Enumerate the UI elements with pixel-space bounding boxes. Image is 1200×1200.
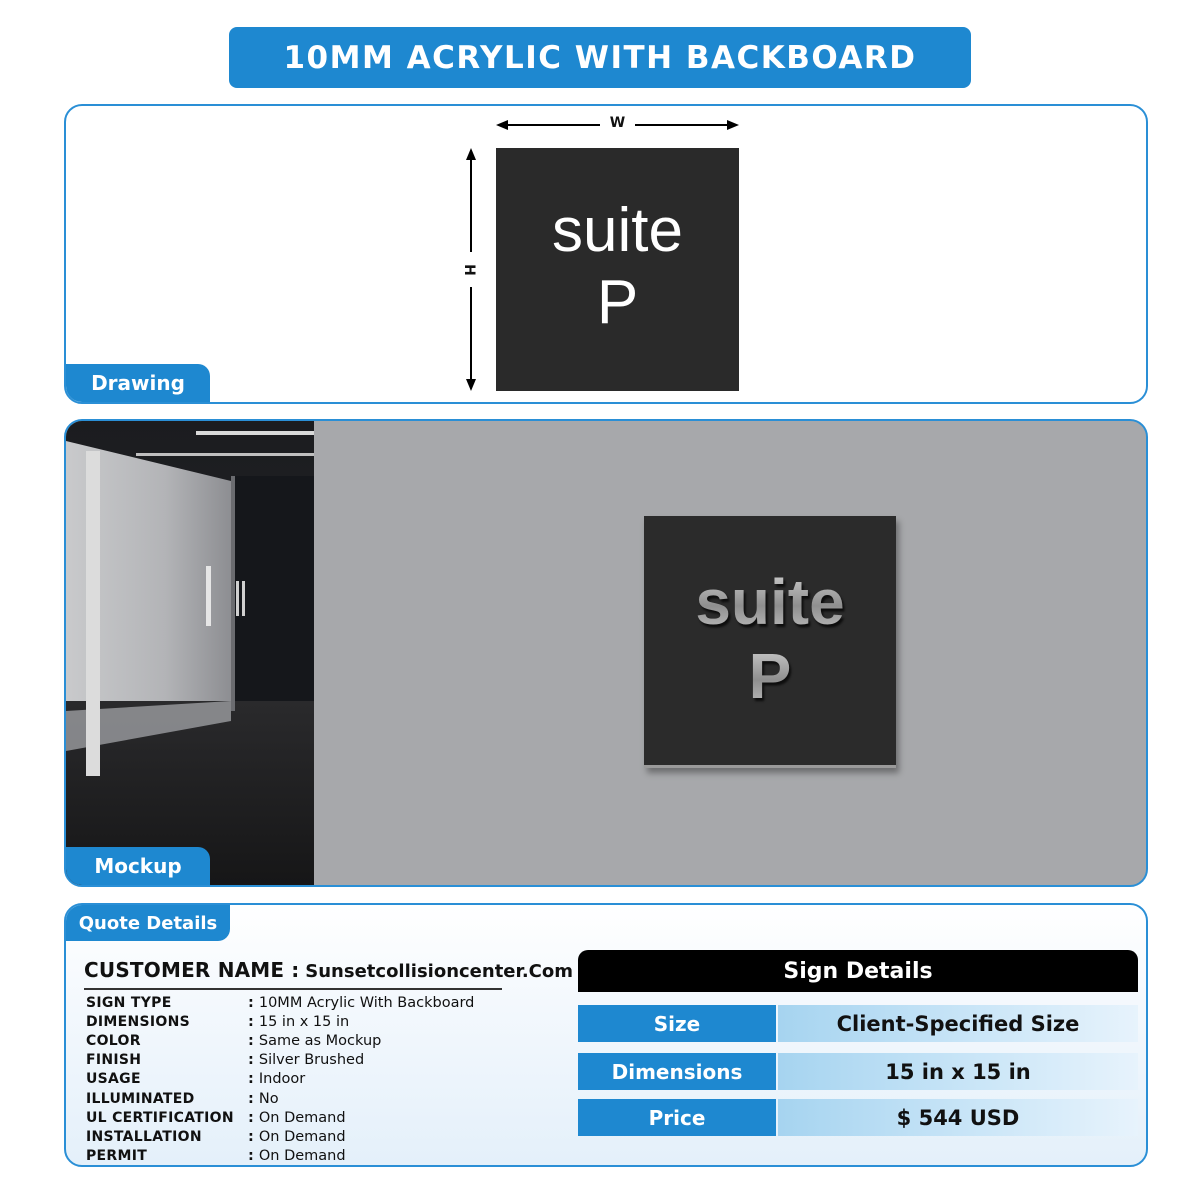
spec-key: COLOR <box>86 1032 141 1049</box>
dimension-line <box>470 287 472 387</box>
sign-details-value: $ 544 USD <box>778 1099 1138 1136</box>
sign-details-price-row <box>578 1099 1138 1136</box>
spec-key: INSTALLATION <box>86 1128 202 1145</box>
height-label: H <box>460 263 477 276</box>
quote-panel <box>64 903 1148 1167</box>
mockup-panel <box>64 419 1148 887</box>
spec-row <box>86 993 506 1012</box>
customer-name-value: Sunsetcollisioncenter.Com <box>305 961 573 982</box>
spec-row <box>86 1108 506 1127</box>
sign-details-header: Sign Details <box>578 950 1138 992</box>
height-dimension <box>460 148 482 391</box>
spec-value: : Indoor <box>248 1071 305 1087</box>
arrow-down-icon <box>466 379 476 391</box>
sign-details-key: Size <box>578 1005 776 1042</box>
dimension-line <box>635 124 735 126</box>
page-title: 10MM ACRYLIC WITH BACKBOARD <box>229 27 971 88</box>
customer-underline <box>84 988 502 990</box>
spec-row <box>86 1089 506 1108</box>
spec-row <box>86 1031 506 1050</box>
spec-row <box>86 1070 506 1089</box>
customer-name-label: CUSTOMER NAME <box>84 958 285 982</box>
sign-details-key: Dimensions <box>578 1053 776 1090</box>
spec-key: PERMIT <box>86 1148 148 1165</box>
spec-value: : Same as Mockup <box>248 1033 381 1049</box>
spec-list <box>86 993 506 1166</box>
spec-value: : Silver Brushed <box>248 1052 364 1068</box>
spec-value: : On Demand <box>248 1110 346 1126</box>
sign-details-value: Client-Specified Size <box>778 1005 1138 1042</box>
spec-value: : No <box>248 1091 279 1107</box>
sign-details-key: Price <box>578 1099 776 1136</box>
spec-row <box>86 1127 506 1146</box>
customer-name <box>84 958 573 982</box>
sign-mockup <box>644 516 896 768</box>
mockup-sign-line-1: suite <box>695 565 845 638</box>
width-label: W <box>609 115 626 131</box>
arrow-right-icon <box>727 120 739 130</box>
spec-key: FINISH <box>86 1052 142 1069</box>
mockup-sign-line-2: P <box>748 639 792 712</box>
sign-details-value: 15 in x 15 in <box>778 1053 1138 1090</box>
spec-row <box>86 1012 506 1031</box>
spec-key: ILLUMINATED <box>86 1090 195 1107</box>
sign-details-size-row <box>578 1005 1138 1042</box>
sign-drawing <box>496 148 739 391</box>
sign-line-2: P <box>596 267 639 337</box>
office-photo <box>66 421 314 885</box>
customer-colon: : <box>291 958 300 982</box>
mockup-tab: Mockup <box>66 847 210 885</box>
spec-value: : 15 in x 15 in <box>248 1014 349 1030</box>
spec-key: SIGN TYPE <box>86 994 172 1011</box>
drawing-panel <box>64 104 1148 404</box>
quote-details-tab: Quote Details <box>66 905 230 941</box>
sign-details-dimensions-row <box>578 1053 1138 1090</box>
dimension-line <box>470 152 472 252</box>
spec-value: : On Demand <box>248 1129 346 1145</box>
spec-row <box>86 1051 506 1070</box>
sign-line-1: suite <box>552 195 683 265</box>
spec-key: USAGE <box>86 1071 141 1088</box>
spec-value: : 10MM Acrylic With Backboard <box>248 995 474 1011</box>
spec-key: DIMENSIONS <box>86 1013 191 1030</box>
spec-key: UL CERTIFICATION <box>86 1109 234 1126</box>
drawing-tab: Drawing <box>66 364 210 402</box>
spec-row <box>86 1147 506 1166</box>
width-dimension <box>496 114 739 136</box>
spec-value: : On Demand <box>248 1148 346 1164</box>
